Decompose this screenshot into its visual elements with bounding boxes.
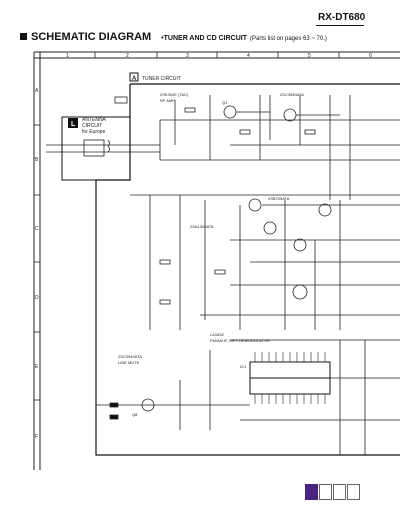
antenna-label-2: CIRCUIT [82, 123, 103, 129]
row-label-e: E [35, 364, 39, 370]
lower-transistor-role: LINE MUTE [118, 360, 140, 365]
diagram-subtitle: •TUNER AND CD CIRCUIT [161, 35, 247, 42]
if-mpx-ic [250, 362, 330, 394]
antenna-label-1: ANTENNA [82, 117, 106, 123]
parts-list-note: (Parts list on pages 63 ~ 70.) [250, 36, 327, 42]
ic1-label: IC1 [240, 364, 247, 369]
page-indicator-3[interactable] [333, 484, 346, 500]
q2-type-label: 2SC3940ATA [280, 92, 304, 97]
column-label-2: 2 [126, 53, 129, 59]
q8-label: Q8 [132, 412, 138, 417]
row-ticks [34, 125, 40, 400]
page-indicator-4[interactable] [347, 484, 360, 500]
row-label-a: A [35, 88, 39, 94]
column-label-5: 5 [308, 53, 311, 59]
row-label-b: B [35, 157, 39, 163]
section-a-label: TUNER CIRCUIT [142, 76, 181, 82]
column-ticks [95, 52, 339, 58]
row-label-f: F [35, 434, 39, 440]
antenna-label-3: for Europe [82, 129, 106, 135]
q4-type-label: 2SA1309ATA [190, 224, 214, 229]
column-label-3: 3 [186, 53, 189, 59]
diagram-title: SCHEMATIC DIAGRAM [31, 31, 152, 43]
section-l-letter: L [71, 121, 76, 128]
row-label-c: C [35, 226, 39, 232]
column-label-1: 1 [66, 53, 69, 59]
lower-transistor-label: 2SC3940ATA [118, 354, 142, 359]
ic-bottom-label: LA1832 [210, 332, 224, 337]
tuner-front-end [160, 95, 400, 200]
q1-role-label: RF AMP [160, 98, 175, 103]
q3-type-label: 2SB709ATA [268, 196, 290, 201]
mpx-section-wiring [130, 195, 400, 330]
grid-frame [34, 52, 400, 470]
q1-type-label: 2SK304E (TAC) [160, 92, 189, 97]
page-navigator [305, 484, 361, 500]
row-label-d: D [35, 295, 39, 301]
model-number: RX-DT680 [318, 12, 366, 23]
ic-bottom-role: FM/AM IF, MPX DEMODULATOR [210, 338, 270, 343]
tuner-board-outline [96, 84, 400, 455]
column-label-6: 6 [369, 53, 372, 59]
column-label-4: 4 [247, 53, 250, 59]
section-a-letter: A [132, 76, 137, 82]
q1-name-label: Q1 [222, 100, 228, 105]
page-indicator-2[interactable] [319, 484, 332, 500]
page-indicator-1[interactable] [305, 484, 318, 500]
